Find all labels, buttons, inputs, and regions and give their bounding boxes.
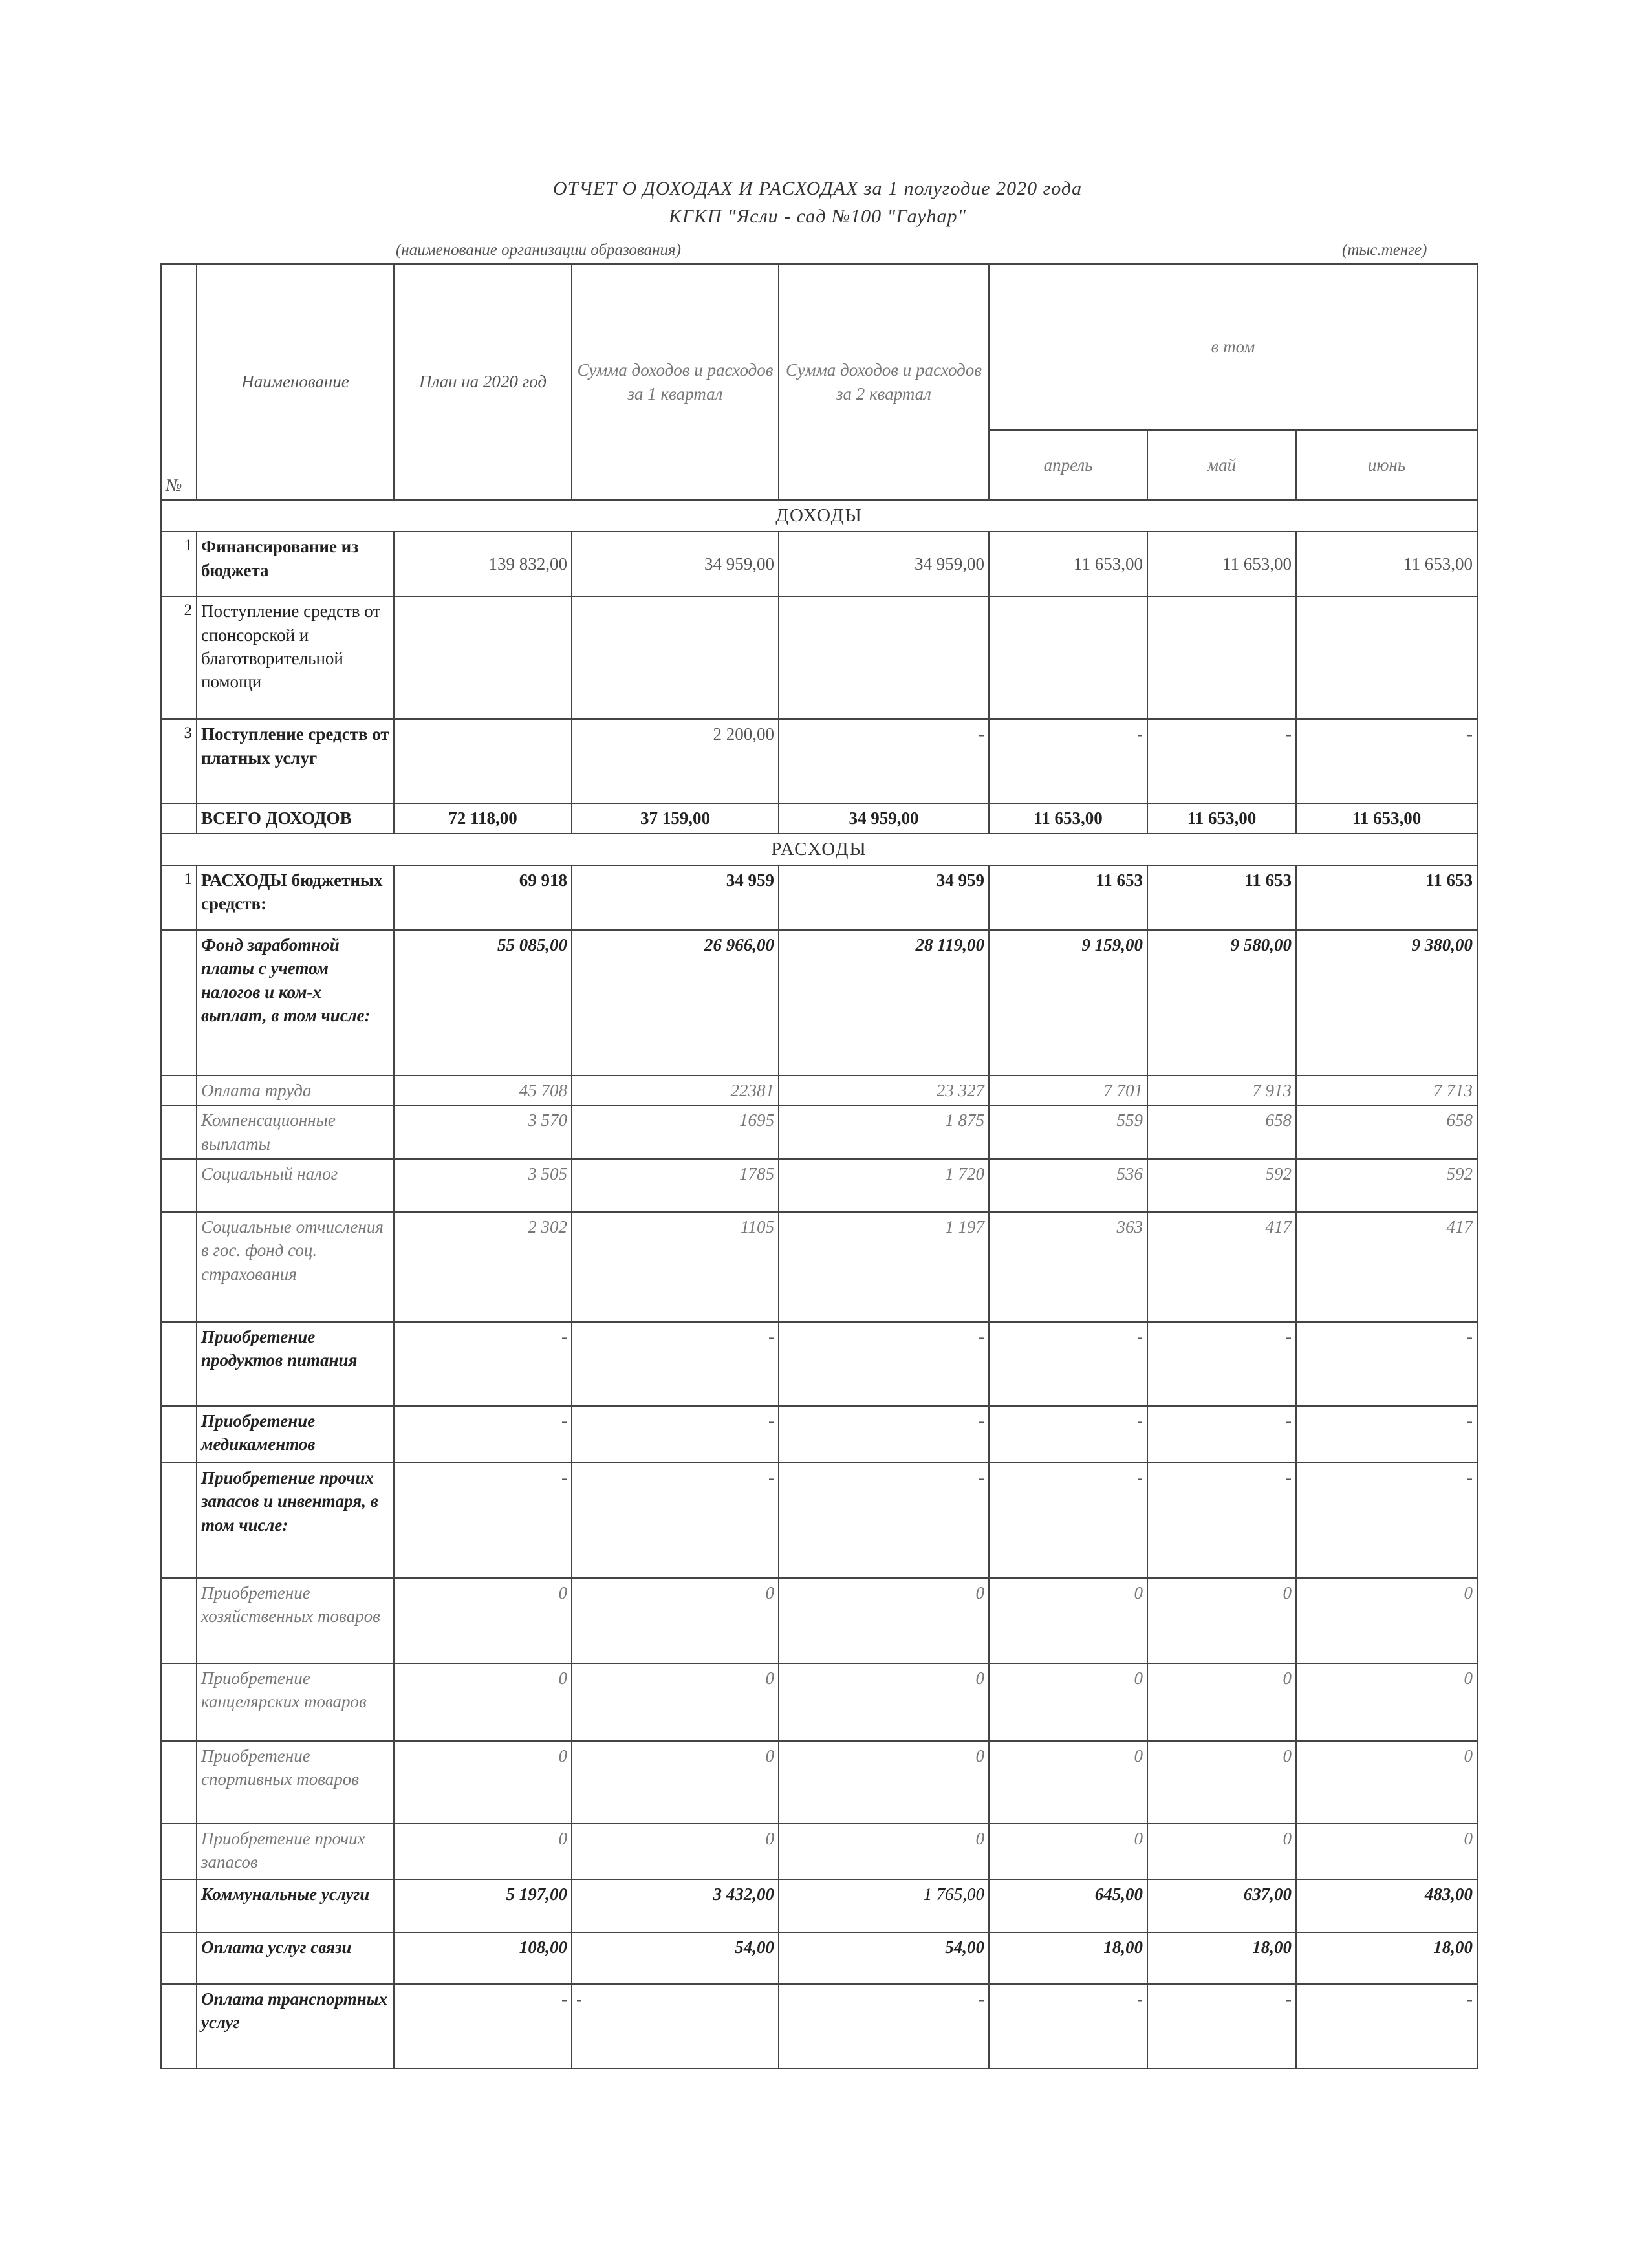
table-row: Приобретение прочих запасов 0 0 0 0 0 0 xyxy=(161,1824,1477,1879)
col-plan-header: План на 2020 год xyxy=(394,264,572,500)
table-row: 1 РАСХОДЫ бюджетных средств: 69 918 34 959 34 959 11 653 11 653 11 653 xyxy=(161,865,1477,930)
col-april-header: апрель xyxy=(989,430,1147,500)
table-row: Фонд заработной платы с учетом налогов и ком-х выплат, в том числе: 55 085,00 26 966,00 28 119,00 9 159,00 9 580,00 9 380,00 xyxy=(161,930,1477,1075)
table-row: Оплата услуг связи 108,00 54,00 54,00 18,00 18,00 18,00 xyxy=(161,1932,1477,1984)
expense-section-header: РАСХОДЫ xyxy=(161,834,1477,865)
table-row: Приобретение канцелярских товаров 0 0 0 0 0 0 xyxy=(161,1663,1477,1741)
table-row: Приобретение медикаментов - - - - - - xyxy=(161,1406,1477,1463)
table-row: Приобретение прочих запасов и инвентаря, в том числе: - - - - - - xyxy=(161,1463,1477,1578)
org-caption: (наименование организации образования) xyxy=(396,241,681,259)
table-row: 3 Поступление средств от платных услуг 2 200,00 - - - - xyxy=(161,719,1477,803)
table-row: Социальные отчисления в гос. фонд соц. страхования 2 302 1105 1 197 363 417 417 xyxy=(161,1212,1477,1322)
report-title: ОТЧЕТ О ДОХОДАХ И РАСХОДАХ за 1 полугодие 2020 года xyxy=(552,178,1083,199)
table-row: Приобретение хозяйственных товаров 0 0 0 0 0 0 xyxy=(161,1578,1477,1663)
table-row: Приобретение спортивных товаров 0 0 0 0 0 0 xyxy=(161,1741,1477,1824)
col-q1-header: Сумма доходов и расходов за 1 квартал xyxy=(572,264,779,500)
income-section-header: ДОХОДЫ xyxy=(161,500,1477,532)
col-including-header: в том xyxy=(989,264,1477,430)
table-row: Оплата транспортных услуг - - - - - - xyxy=(161,1984,1477,2068)
table-row: Приобретение продуктов питания - - - - - - xyxy=(161,1322,1477,1406)
table-row: 1 Финансирование из бюджета 139 832,00 34 959,00 34 959,00 11 653,00 11 653,00 11 653,00 xyxy=(161,532,1477,596)
table-row: Коммунальные услуги 5 197,00 3 432,00 1 765,00 645,00 637,00 483,00 xyxy=(161,1879,1477,1932)
col-num-header: № xyxy=(161,264,197,500)
col-q2-header: Сумма доходов и расходов за 2 квартал xyxy=(779,264,989,500)
col-name-header: Наименование xyxy=(197,264,394,500)
units-caption: (тыс.тенге) xyxy=(1342,241,1427,259)
table-row: Оплата труда 45 708 22381 23 327 7 701 7 913 7 713 xyxy=(161,1075,1477,1105)
table-row: Компенсационные выплаты 3 570 1695 1 875 559 658 658 xyxy=(161,1105,1477,1159)
col-may-header: май xyxy=(1147,430,1296,500)
organization-title: КГКП "Ясли - сад №100 "Гауһар" xyxy=(668,206,967,227)
report-table xyxy=(160,263,1478,2069)
col-june-header: июнь xyxy=(1296,430,1477,500)
table-row: Социальный налог 3 505 1785 1 720 536 592 592 xyxy=(161,1159,1477,1212)
table-row: 2 Поступление средств от спонсорской и благотворительной помощи xyxy=(161,596,1477,719)
income-total-row: ВСЕГО ДОХОДОВ 72 118,00 37 159,00 34 959,00 11 653,00 11 653,00 11 653,00 xyxy=(161,803,1477,833)
